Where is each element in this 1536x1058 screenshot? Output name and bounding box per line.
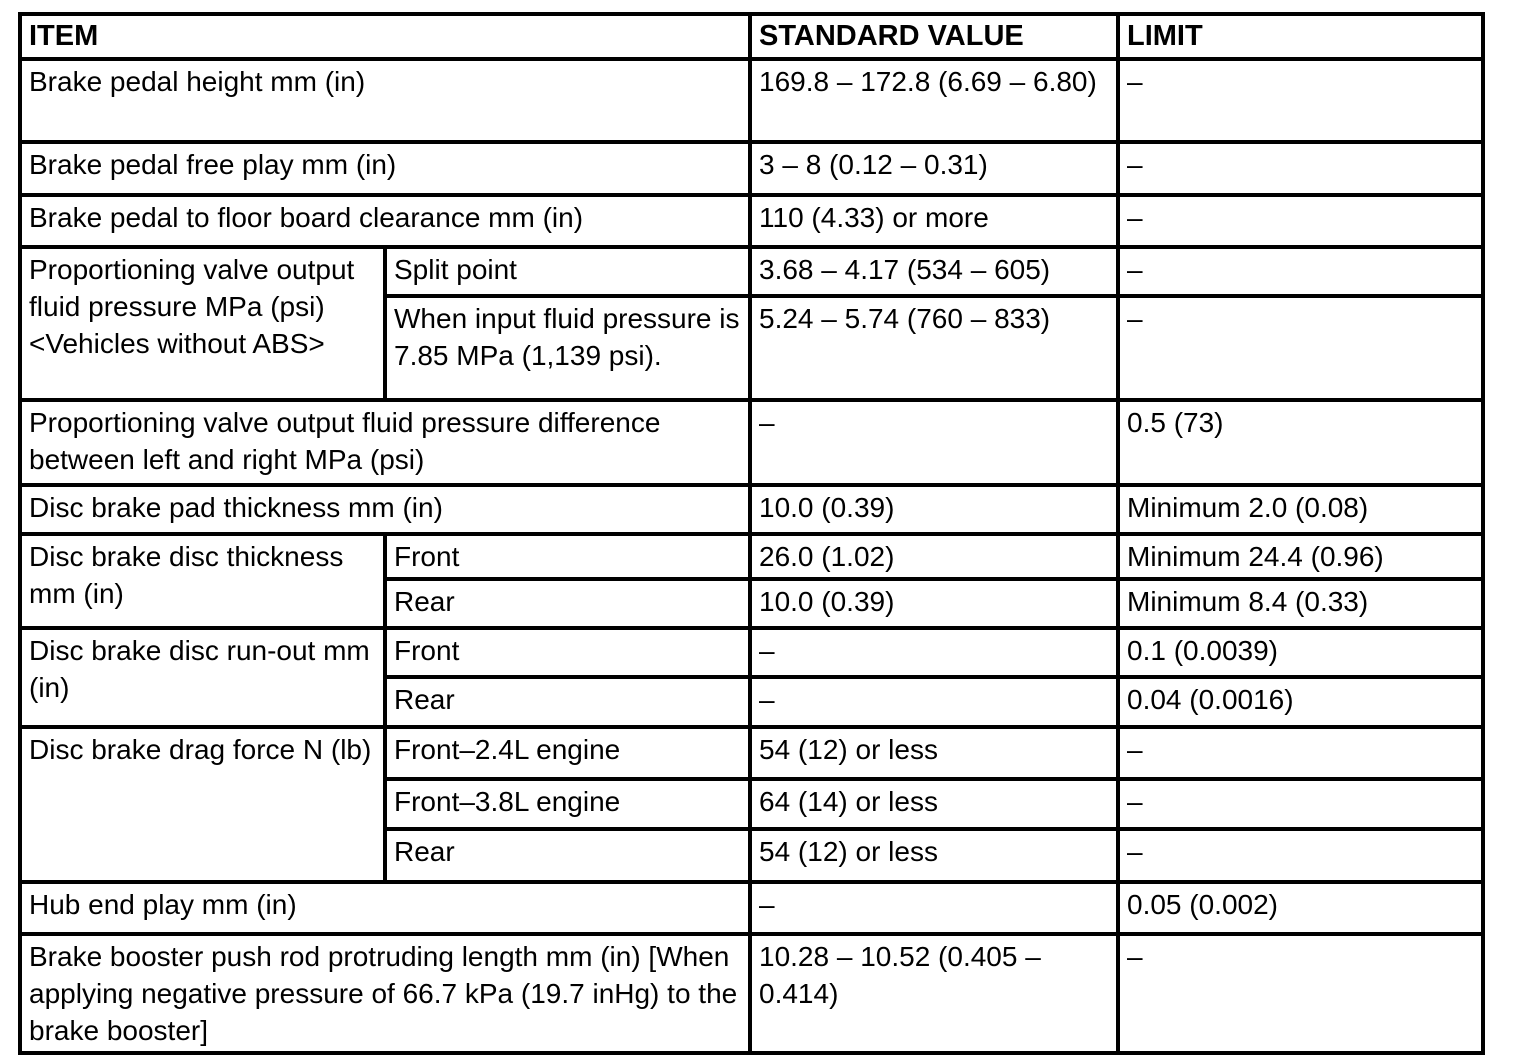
item-sub-cell: Front–2.4L engine [385, 727, 750, 779]
item-cell: Disc brake pad thickness mm (in) [20, 485, 750, 534]
limit-cell: – [1118, 779, 1483, 829]
item-sub-cell: Rear [385, 579, 750, 628]
limit-cell: 0.05 (0.002) [1118, 882, 1483, 934]
item-sub-cell: Rear [385, 829, 750, 882]
standard-value-cell: – [750, 677, 1118, 727]
standard-value-cell: 169.8 – 172.8 (6.69 – 6.80) [750, 59, 1118, 142]
table-row-pad-thickness [20, 485, 1483, 534]
item-cell: Disc brake drag force N (lb) [20, 727, 385, 882]
standard-value-cell: 5.24 – 5.74 (760 – 833) [750, 296, 1118, 400]
item-sub-cell: Rear [385, 677, 750, 727]
item-cell: Hub end play mm (in) [20, 882, 750, 934]
limit-cell: – [1118, 59, 1483, 142]
item-sub-cell: Front–3.8L engine [385, 779, 750, 829]
limit-cell: – [1118, 142, 1483, 195]
limit-cell: – [1118, 247, 1483, 296]
column-header-item: ITEM [20, 14, 750, 59]
limit-cell: 0.04 (0.0016) [1118, 677, 1483, 727]
item-cell: Brake pedal height mm (in) [20, 59, 750, 142]
limit-cell: Minimum 8.4 (0.33) [1118, 579, 1483, 628]
table-row-disc-thickness-front [20, 534, 1483, 579]
standard-value-cell: 54 (12) or less [750, 829, 1118, 882]
column-header-standard-value: STANDARD VALUE [750, 14, 1118, 59]
limit-cell: 0.1 (0.0039) [1118, 628, 1483, 677]
limit-cell: – [1118, 296, 1483, 400]
limit-cell: – [1118, 195, 1483, 247]
standard-value-cell: 54 (12) or less [750, 727, 1118, 779]
limit-cell: Minimum 2.0 (0.08) [1118, 485, 1483, 534]
column-header-limit: LIMIT [1118, 14, 1483, 59]
limit-cell: 0.5 (73) [1118, 400, 1483, 485]
standard-value-cell: 10.28 – 10.52 (0.405 – 0.414) [750, 934, 1118, 1053]
standard-value-cell: 10.0 (0.39) [750, 579, 1118, 628]
item-cell: Proportioning valve output fluid pressure difference between left and right MPa (psi) [20, 400, 750, 485]
standard-value-cell: – [750, 882, 1118, 934]
table-row-pedal-free-play [20, 142, 1483, 195]
standard-value-cell: – [750, 400, 1118, 485]
item-sub-cell: Split point [385, 247, 750, 296]
standard-value-cell: 10.0 (0.39) [750, 485, 1118, 534]
standard-value-cell: 110 (4.33) or more [750, 195, 1118, 247]
item-cell: Proportioning valve output fluid pressure MPa (psi) <Vehicles without ABS> [20, 247, 385, 400]
table-row-pedal-floor-clearance [20, 195, 1483, 247]
table-row-hub-end-play [20, 882, 1483, 934]
item-sub-cell: Front [385, 534, 750, 579]
item-cell: Disc brake disc run-out mm (in) [20, 628, 385, 727]
standard-value-cell: 64 (14) or less [750, 779, 1118, 829]
item-cell: Brake pedal to floor board clearance mm (in) [20, 195, 750, 247]
limit-cell: – [1118, 934, 1483, 1053]
item-cell: Disc brake disc thickness mm (in) [20, 534, 385, 628]
item-sub-cell: When input fluid pressure is 7.85 MPa (1,139 psi). [385, 296, 750, 400]
table-row-pedal-height [20, 59, 1483, 142]
table-row-drag-force-front-24l [20, 727, 1483, 779]
brake-specifications-table [18, 12, 1485, 1055]
limit-cell: – [1118, 727, 1483, 779]
item-sub-cell: Front [385, 628, 750, 677]
standard-value-cell: 26.0 (1.02) [750, 534, 1118, 579]
standard-value-cell: – [750, 628, 1118, 677]
item-cell: Brake pedal free play mm (in) [20, 142, 750, 195]
limit-cell: Minimum 24.4 (0.96) [1118, 534, 1483, 579]
table-row-prop-valve-difference [20, 400, 1483, 485]
standard-value-cell: 3 – 8 (0.12 – 0.31) [750, 142, 1118, 195]
table-row-booster-push-rod [20, 934, 1483, 1053]
item-cell: Brake booster push rod protruding length mm (in) [When applying negative pressure of 66.7 kPa (19.7 inHg) to the brake booster] [20, 934, 750, 1053]
table-row-disc-runout-front [20, 628, 1483, 677]
standard-value-cell: 3.68 – 4.17 (534 – 605) [750, 247, 1118, 296]
header-row [20, 14, 1483, 59]
limit-cell: – [1118, 829, 1483, 882]
table-row-prop-valve-split-point [20, 247, 1483, 296]
